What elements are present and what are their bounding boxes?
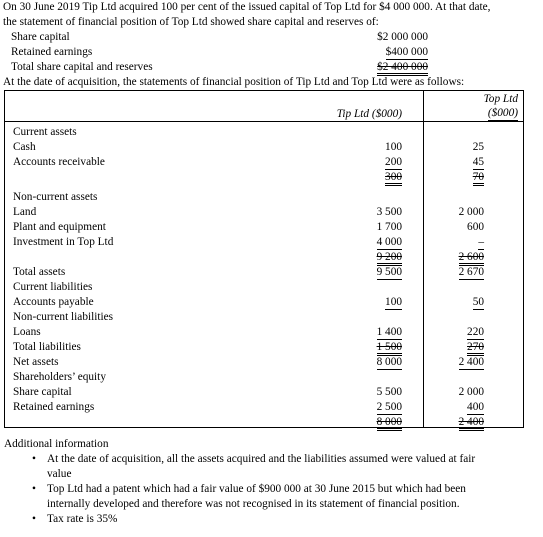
additional-information bbox=[4, 437, 539, 527]
equity-label: Total share capital and reserves bbox=[11, 61, 153, 73]
row-label: Total liabilities bbox=[13, 341, 81, 353]
top-value: 2 400 bbox=[458, 356, 484, 368]
tip-value: 100 bbox=[385, 296, 402, 308]
financial-position-table bbox=[4, 90, 524, 428]
top-value: 270 bbox=[467, 341, 484, 356]
top-value: 600 bbox=[467, 221, 484, 233]
table-row bbox=[5, 355, 523, 370]
tip-value: 8 000 bbox=[377, 416, 402, 431]
table-header bbox=[5, 91, 523, 122]
table-row bbox=[5, 170, 523, 185]
tip-value: 2 500 bbox=[376, 401, 402, 413]
tip-value: 1 400 bbox=[376, 326, 402, 338]
table-row bbox=[5, 325, 523, 340]
tip-value: 8 000 bbox=[376, 356, 402, 368]
row-label: Accounts payable bbox=[13, 296, 94, 308]
table-row bbox=[5, 125, 523, 140]
row-label: Current assets bbox=[13, 126, 77, 138]
list-item: • Top Ltd had a patent which had a fair value of $900 000 at 30 June 2015 but which had been internally developed and therefore was not recognised in its statement of financial position. bbox=[32, 483, 466, 510]
list-item: • At the date of acquisition, all the assets acquired and the liabilities assumed were valued at fair value bbox=[32, 453, 476, 480]
top-value: 400 bbox=[467, 401, 484, 413]
col-header-top: Top Ltd ($000) bbox=[483, 93, 518, 119]
table-row bbox=[5, 155, 523, 170]
tip-value: 300 bbox=[385, 171, 402, 186]
top-value: 25 bbox=[472, 141, 484, 153]
list-item: • Tax rate is 35% bbox=[32, 513, 118, 525]
row-label: Cash bbox=[13, 141, 36, 153]
top-value: – bbox=[478, 236, 484, 248]
equity-label: Share capital bbox=[11, 31, 70, 43]
table-row bbox=[5, 190, 523, 205]
top-value: 50 bbox=[472, 296, 484, 308]
row-label: Loans bbox=[13, 326, 41, 338]
table-row bbox=[5, 250, 523, 265]
table-row bbox=[5, 400, 523, 415]
bullet-icon: • bbox=[32, 513, 36, 525]
table-row bbox=[5, 265, 523, 280]
row-label: Investment in Top Ltd bbox=[13, 236, 114, 248]
top-value: 2 000 bbox=[458, 206, 484, 218]
bullet-icon: • bbox=[32, 483, 36, 495]
row-label: Non-current liabilities bbox=[13, 311, 114, 323]
row-label: Current liabilities bbox=[13, 281, 93, 293]
tip-value: 5 500 bbox=[376, 386, 402, 398]
tip-value: 100 bbox=[385, 141, 402, 153]
equity-row-total bbox=[3, 60, 541, 75]
tip-value: 1 500 bbox=[377, 341, 402, 356]
equity-row-retained-earnings bbox=[3, 45, 541, 60]
row-label: Accounts receivable bbox=[13, 156, 105, 168]
intro-line-1: On 30 June 2019 Tip Ltd acquired 100 per cent of the issued capital of Top Ltd for $4 000 000. At that date, bbox=[3, 1, 491, 13]
table-row bbox=[5, 415, 523, 430]
top-value: 70 bbox=[473, 171, 484, 186]
bullet-icon: • bbox=[32, 453, 36, 465]
tip-value: 9 500 bbox=[376, 266, 402, 278]
top-value: 2 670 bbox=[458, 266, 484, 278]
tip-value: 1 700 bbox=[376, 221, 402, 233]
top-value: 2 600 bbox=[459, 251, 484, 266]
table-row bbox=[5, 295, 523, 310]
table-row bbox=[5, 205, 523, 220]
top-value: 2 400 bbox=[459, 416, 484, 431]
table-row bbox=[5, 235, 523, 250]
table-row bbox=[5, 140, 523, 155]
row-label: Plant and equipment bbox=[13, 221, 106, 233]
equity-label: Retained earnings bbox=[11, 46, 93, 58]
row-label: Retained earnings bbox=[13, 401, 95, 413]
table-row bbox=[5, 385, 523, 400]
intro-line-2: the statement of financial position of Top Ltd showed share capital and reserves of: bbox=[3, 16, 379, 28]
tip-value: 9 200 bbox=[377, 251, 402, 266]
tip-value: 3 500 bbox=[376, 206, 402, 218]
equity-row-share-capital bbox=[3, 30, 541, 45]
equity-value: $2 000 000 bbox=[377, 31, 428, 43]
equity-value: $400 000 bbox=[385, 46, 428, 58]
equity-value: $2 400 000 bbox=[377, 61, 428, 76]
additional-list bbox=[4, 452, 539, 527]
top-value: 45 bbox=[472, 156, 484, 168]
top-value: 2 000 bbox=[458, 386, 484, 398]
row-label: Share capital bbox=[13, 386, 72, 398]
intro-line-3: At the date of acquisition, the statements of financial position of Tip Ltd and Top Ltd were as follows: bbox=[3, 76, 465, 88]
table-row bbox=[5, 220, 523, 235]
table-row bbox=[5, 280, 523, 295]
table-row bbox=[5, 340, 523, 355]
tip-value: 4 000 bbox=[376, 236, 402, 248]
top-value: 220 bbox=[467, 326, 484, 338]
table-row bbox=[5, 370, 523, 385]
row-label: Non-current assets bbox=[13, 191, 98, 203]
table-row bbox=[5, 310, 523, 325]
row-label: Land bbox=[13, 206, 37, 218]
col-header-tip: Tip Ltd ($000) bbox=[336, 108, 402, 120]
row-label: Net assets bbox=[13, 356, 59, 368]
additional-heading: Additional information bbox=[4, 438, 109, 450]
row-label: Shareholders’ equity bbox=[13, 371, 106, 383]
intro-section bbox=[3, 0, 541, 90]
tip-value: 200 bbox=[385, 156, 402, 168]
row-label: Total assets bbox=[13, 266, 66, 278]
